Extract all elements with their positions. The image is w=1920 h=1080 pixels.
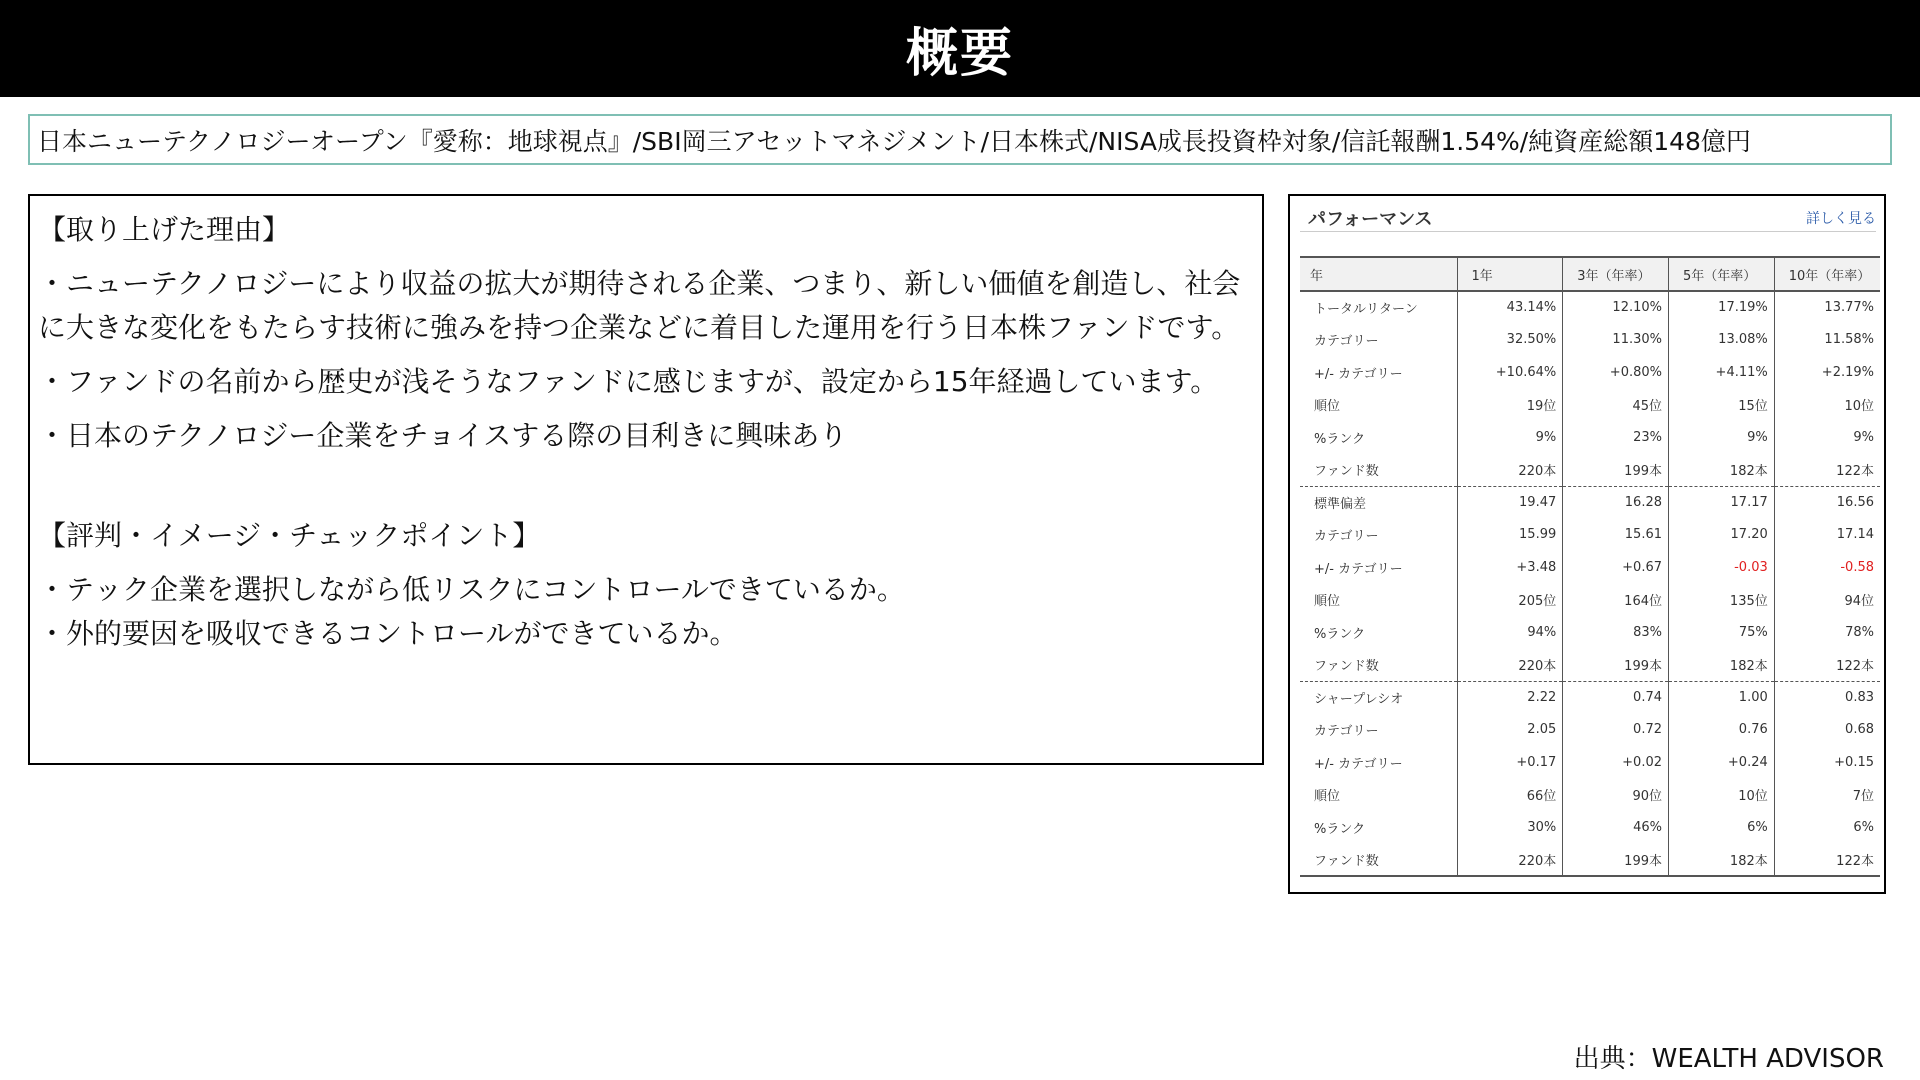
table-cell: 78% (1774, 616, 1880, 649)
reason-item: ・ニューテクノロジーにより収益の拡大が期待される企業、つまり、新しい価値を創造し、社会に大きな変化をもたらす技術に強みを持つ企業などに着目した運用を行う日本株ファンドです。 (38, 267, 1241, 344)
spacer (38, 468, 1254, 514)
table-cell: 182本 (1669, 454, 1775, 487)
table-cell: 17.20 (1669, 519, 1775, 552)
table-row (1300, 324, 1880, 357)
table-cell: 164位 (1563, 584, 1669, 617)
table-cell: 6% (1774, 811, 1880, 844)
row-label: カテゴリー (1314, 724, 1379, 740)
table-cell: 2.05 (1457, 714, 1563, 747)
row-label: カテゴリー (1314, 529, 1379, 545)
table-row (1300, 584, 1880, 617)
table-cell: 17.14 (1774, 519, 1880, 552)
table-row (1300, 746, 1880, 779)
table-cell: 15.61 (1563, 519, 1669, 552)
column-header: 1年 (1457, 257, 1563, 291)
table-cell: 182本 (1669, 844, 1775, 877)
table-cell: 11.58% (1774, 324, 1880, 357)
table-cell: 19位 (1457, 389, 1563, 422)
performance-panel (1288, 194, 1886, 894)
row-label: %ランク (1314, 431, 1366, 447)
table-cell: 17.19% (1669, 291, 1775, 324)
reason-item: ・日本のテクノロジー企業をチョイスする際の目利きに興味あり (38, 419, 848, 452)
performance-title: パフォーマンス (1308, 208, 1433, 230)
table-cell: 75% (1669, 616, 1775, 649)
row-label: %ランク (1314, 626, 1366, 642)
table-cell: 13.77% (1774, 291, 1880, 324)
table-row (1300, 844, 1880, 877)
row-label: 標準偏差 (1300, 486, 1457, 519)
reasons-title: 【取り上げた理由】 (38, 213, 291, 246)
table-row (1300, 811, 1880, 844)
column-header: 10年（年率） (1774, 257, 1880, 291)
table-cell: +2.19% (1774, 356, 1880, 389)
table-cell: 6% (1669, 811, 1775, 844)
table-cell: 17.17 (1669, 486, 1775, 519)
row-label: %ランク (1314, 821, 1366, 837)
row-label: +/- カテゴリー (1314, 366, 1403, 382)
table-cell: 23% (1563, 421, 1669, 454)
table-cell: 15位 (1669, 389, 1775, 422)
table-cell: 122本 (1774, 844, 1880, 877)
table-cell: +0.15 (1774, 746, 1880, 779)
checkpoints-title: 【評判・イメージ・チェックポイント】 (38, 519, 541, 552)
table-cell: 122本 (1774, 454, 1880, 487)
row-label: ファンド数 (1300, 844, 1457, 877)
table-cell: 0.76 (1669, 714, 1775, 747)
table-cell: 1.00 (1669, 681, 1775, 714)
table-cell: 205位 (1457, 584, 1563, 617)
table-row (1300, 389, 1880, 422)
row-label: カテゴリー (1314, 334, 1379, 350)
table-cell: 199本 (1563, 649, 1669, 682)
table-cell: +0.02 (1563, 746, 1669, 779)
table-row (1300, 551, 1880, 584)
table-cell: 135位 (1669, 584, 1775, 617)
table-cell: 0.72 (1563, 714, 1669, 747)
table-cell: +4.11% (1669, 356, 1775, 389)
table-cell: 0.83 (1774, 681, 1880, 714)
column-header: 年 (1300, 257, 1457, 291)
table-cell: 16.28 (1563, 486, 1669, 519)
table-row (1300, 519, 1880, 552)
table-cell: 45位 (1563, 389, 1669, 422)
table-row (1300, 291, 1880, 324)
table-cell: 46% (1563, 811, 1669, 844)
row-label: 順位 (1314, 594, 1341, 610)
table-cell: 13.08% (1669, 324, 1775, 357)
row-label: トータルリターン (1314, 302, 1418, 318)
page-header (0, 0, 1920, 97)
table-header-row (1300, 257, 1880, 291)
table-cell: 83% (1563, 616, 1669, 649)
table-cell: +0.24 (1669, 746, 1775, 779)
table-cell: 19.47 (1457, 486, 1563, 519)
row-label: ファンド数 (1314, 659, 1379, 674)
table-cell: 220本 (1457, 649, 1563, 682)
checkpoint-item: ・テック企業を選択しながら低リスクにコントロールできているか。 (38, 573, 905, 606)
table-row (1300, 421, 1880, 454)
reason-item: ・ファンドの名前から歴史が浅そうなファンドに感じますが、設定から15年経過しています。 (38, 365, 1219, 398)
table-row (1300, 779, 1880, 812)
table-cell: -0.03 (1669, 551, 1775, 584)
table-cell: +10.64% (1457, 356, 1563, 389)
table-cell: 16.56 (1774, 486, 1880, 519)
table-cell: +0.17 (1457, 746, 1563, 779)
table-cell: -0.58 (1774, 551, 1880, 584)
table-cell: 32.50% (1457, 324, 1563, 357)
table-cell: 66位 (1457, 779, 1563, 812)
table-cell: 30% (1457, 811, 1563, 844)
table-row (1300, 616, 1880, 649)
table-cell: 10位 (1669, 779, 1775, 812)
table-cell: 220本 (1457, 844, 1563, 877)
table-cell: 7位 (1774, 779, 1880, 812)
table-cell: 2.22 (1457, 681, 1563, 714)
table-cell: 182本 (1669, 649, 1775, 682)
table-row (1300, 649, 1880, 682)
table-cell: 12.10% (1563, 291, 1669, 324)
performance-table (1300, 256, 1880, 877)
table-cell: 122本 (1774, 649, 1880, 682)
table-row (1300, 454, 1880, 487)
row-label: ファンド数 (1314, 464, 1379, 479)
performance-table-body (1300, 291, 1880, 876)
checkpoint-item: ・外的要因を吸収できるコントロールができているか。 (38, 617, 738, 650)
table-cell: 0.68 (1774, 714, 1880, 747)
performance-header (1300, 204, 1876, 232)
table-row (1300, 356, 1880, 389)
table-cell: 94位 (1774, 584, 1880, 617)
fund-info-bar: 日本ニューテクノロジーオープン『愛称：地球視点』/SBI岡三アセットマネジメント/日本株式/NISA成長投資枠対象/信託報酬1.54%/純資産総額148億円 (28, 114, 1892, 165)
table-cell: +3.48 (1457, 551, 1563, 584)
table-cell: +0.67 (1563, 551, 1669, 584)
table-cell: 199本 (1563, 454, 1669, 487)
table-cell: 15.99 (1457, 519, 1563, 552)
table-cell: 10位 (1774, 389, 1880, 422)
table-cell: 0.74 (1563, 681, 1669, 714)
row-label: 順位 (1314, 399, 1341, 415)
row-label: +/- カテゴリー (1314, 561, 1403, 577)
column-header: 5年（年率） (1669, 257, 1775, 291)
table-cell: 9% (1774, 421, 1880, 454)
page-title: 概要 (905, 24, 1014, 84)
table-cell: 90位 (1563, 779, 1669, 812)
reason-box (28, 194, 1264, 765)
table-row (1300, 714, 1880, 747)
details-link[interactable]: 詳しく見る (1806, 210, 1876, 227)
table-cell: +0.80% (1563, 356, 1669, 389)
table-cell: 11.30% (1563, 324, 1669, 357)
table-cell: 94% (1457, 616, 1563, 649)
table-cell: 9% (1669, 421, 1775, 454)
row-label: 順位 (1314, 789, 1341, 805)
table-cell: 43.14% (1457, 291, 1563, 324)
table-cell: 9% (1457, 421, 1563, 454)
table-row (1300, 486, 1880, 519)
source-credit: 出典：WEALTH ADVISOR (1573, 1044, 1884, 1074)
table-row (1300, 681, 1880, 714)
column-header: 3年（年率） (1563, 257, 1669, 291)
row-label: +/- カテゴリー (1314, 756, 1403, 772)
table-cell: 220本 (1457, 454, 1563, 487)
row-label: シャープレシオ (1300, 681, 1457, 714)
table-cell: 199本 (1563, 844, 1669, 877)
